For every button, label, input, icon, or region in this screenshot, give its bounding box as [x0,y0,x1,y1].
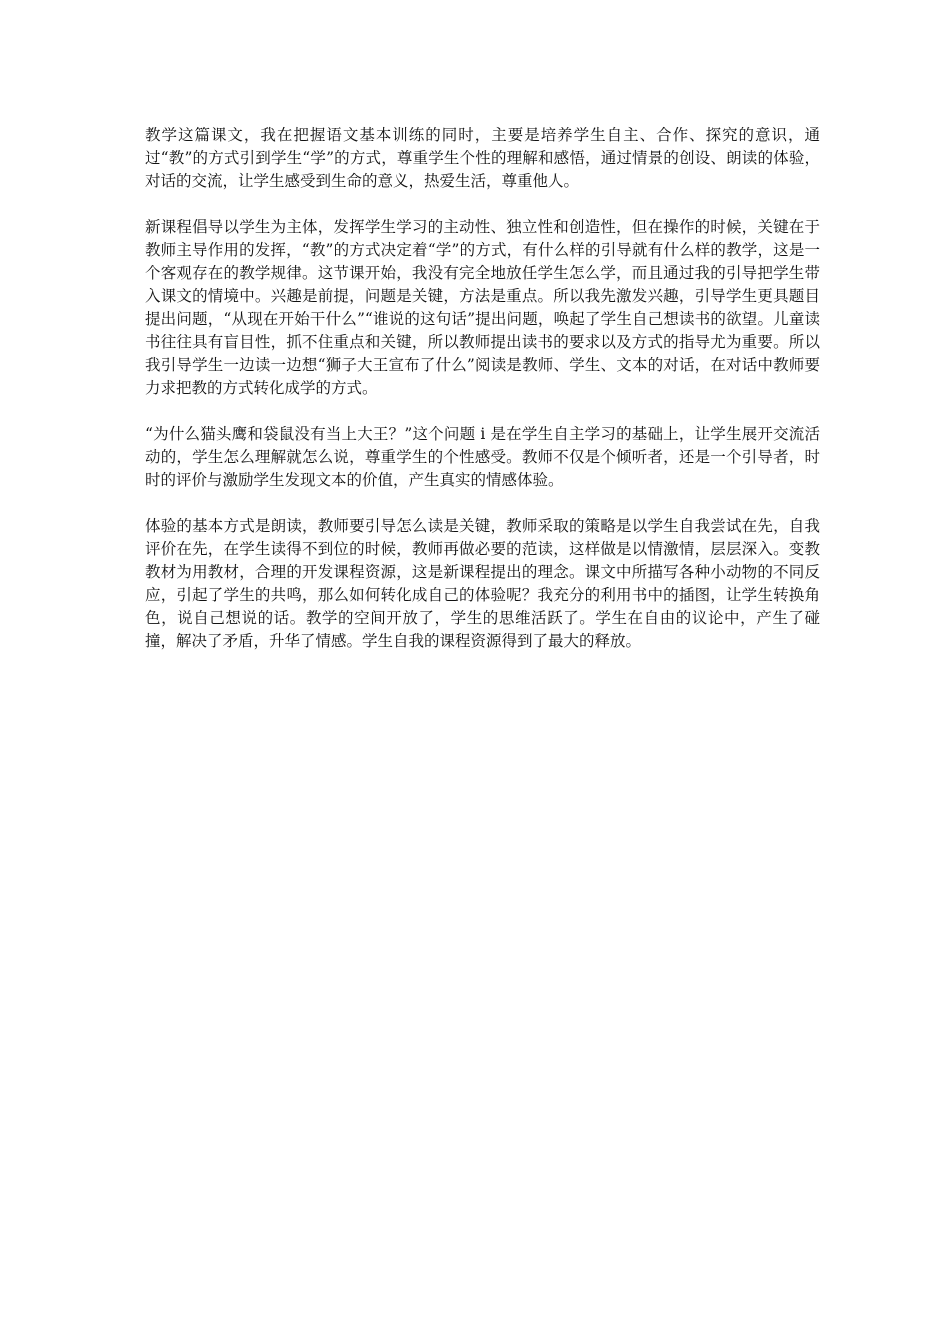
paragraph-3: “为什么猫头鹰和袋鼠没有当上大王？”这个问题 i 是在学生自主学习的基础上，让学生展开交流活动的，学生怎么理解就怎么说，尊重学生的个性感受。教师不仅是个倾听者，还是一个引导者，时时的评价与激励学生发现文本的价值，产生真实的情感体验。 [145,425,820,489]
paragraph-2: 新课程倡导以学生为主体，发挥学生学习的主动性、独立性和创造性，但在操作的时候，关键在于教师主导作用的发挥，“教”的方式决定着“学”的方式，有什么样的引导就有什么样的教学，这是一个客观存在的教学规律。这节课开始，我没有完全地放任学生怎么学，而且通过我的引导把学生带入课文的情境中。兴趣是前提，问题是关键，方法是重点。所以我先激发兴趣，引导学生更具题目提出问题，“从现在开始干什么”“谁说的这句话”提出问题，唤起了学生自己想读书的欲望。儿童读书往往具有盲目性，抓不住重点和关键，所以教师提出读书的要求以及方式的指导尤为重要。所以我引导学生一边读一边想“狮子大王宣布了什么”阅读是教师、学生、文本的对话，在对话中教师要力求把教的方式转化成学的方式。 [145,218,820,397]
paragraph-1: 教学这篇课文，我在把握语文基本训练的同时，主要是培养学生自主、合作、探究的意识，通过“教”的方式引到学生“学”的方式，尊重学生个性的理解和感悟，通过情景的创设、朗读的体验，对话的交流，让学生感受到生命的意义，热爱生活，尊重他人。 [145,126,820,190]
document-body [145,124,820,653]
paragraph-4: 体验的基本方式是朗读，教师要引导怎么读是关键，教师采取的策略是以学生自我尝试在先，自我评价在先，在学生读得不到位的时候，教师再做必要的范读，这样做是以情激情，层层深入。变教教材为用教材，合理的开发课程资源，这是新课程提出的理念。课文中所描写各种小动物的不同反应，引起了学生的共鸣，那么如何转化成自己的体验呢？我充分的利用书中的插图，让学生转换角色，说自己想说的话。教学的空间开放了，学生的思维活跃了。学生在自由的议论中，产生了碰撞，解决了矛盾，升华了情感。学生自我的课程资源得到了最大的释放。 [145,517,820,650]
